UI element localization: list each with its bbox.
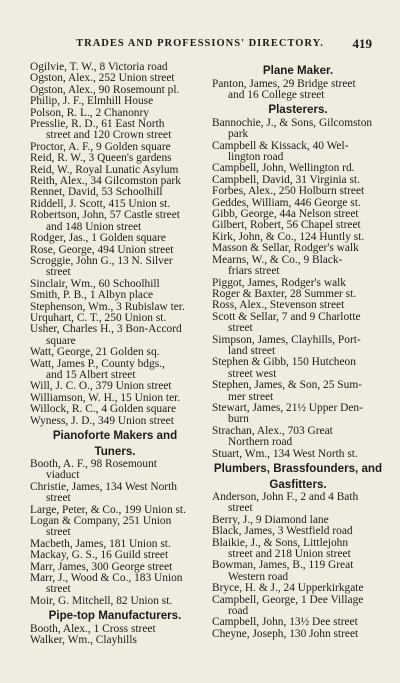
section-heading: Gasfitters. xyxy=(269,477,327,491)
directory-entry: Piggot, James, Rodger's walk xyxy=(212,277,346,289)
directory-entry: Christie, James, 134 West North xyxy=(30,481,177,493)
entry-continuation: mer street xyxy=(228,391,274,403)
entry-continuation: street and 218 Union street xyxy=(228,549,351,561)
directory-entry: Campbell, John, 13½ Dee street xyxy=(212,617,358,629)
directory-entry: Stewart, James, 21½ Upper Den- xyxy=(212,402,363,414)
directory-entry: Logan & Company, 251 Union xyxy=(30,516,172,528)
directory-entry: Bannochie, J., & Sons, Gilcomston xyxy=(212,117,373,129)
right-column xyxy=(212,62,384,640)
entry-continuation: friars street xyxy=(228,266,280,278)
directory-entry: Ross, Alex., Stevenson street xyxy=(212,300,345,312)
directory-entry: Bryce, H. & J., 24 Upperkirkgate xyxy=(212,583,364,595)
directory-entry: Campbell, David, 31 Virginia st. xyxy=(212,174,360,186)
directory-entry: Sinclair, Wm., 60 Schoolhill xyxy=(30,278,160,290)
section-heading: Plumbers, Brassfounders, and xyxy=(213,462,383,475)
directory-entry: Blaikie, J., & Sons, Littlejohn xyxy=(212,537,349,549)
entry-continuation: street west xyxy=(228,368,277,380)
entry-continuation: street and 120 Crown street xyxy=(46,130,172,142)
directory-entry: Willock, R. C., 4 Golden square xyxy=(30,404,177,416)
directory-entry: Stephen & Gibb, 150 Hutcheon xyxy=(212,357,356,369)
directory-entry: Ogston, Alex., 252 Union street xyxy=(30,73,175,85)
directory-entry: Polson, R. L., 2 Chanonry xyxy=(30,107,149,119)
directory-entry: Stephenson, Wm., 3 Rubislaw ter. xyxy=(30,301,185,313)
directory-entry: Mackay, G. S., 16 Guild street xyxy=(30,550,169,562)
entry-continuation: street xyxy=(228,503,253,515)
directory-entry: Usher, Charles H., 3 Bon-Accord xyxy=(30,324,182,336)
entry-continuation: street xyxy=(46,527,71,539)
directory-entry: Marr, J., Wood & Co., 183 Union xyxy=(30,573,183,585)
entry-continuation: burn xyxy=(228,414,249,426)
section-heading: Pianoforte Makers and xyxy=(52,429,178,442)
directory-entry: Walker, Wm., Clayhills xyxy=(30,635,137,647)
entry-continuation: road xyxy=(228,606,249,618)
section-heading: Pipe-top Manufacturers. xyxy=(48,609,182,623)
entry-continuation: square xyxy=(46,335,76,347)
directory-entry: Booth, Alex., 1 Cross street xyxy=(30,623,156,635)
directory-entry: Cheyne, Joseph, 130 John street xyxy=(212,628,359,640)
directory-entry: Will, J. C. O., 379 Union street xyxy=(30,381,172,393)
directory-entry: Booth, A. F., 98 Rosemount xyxy=(30,459,157,470)
directory-entry: Geddes, William, 446 George st. xyxy=(212,197,361,209)
directory-entry: Rennet, David, 53 Schoolhill xyxy=(30,187,163,199)
section-heading: Plasterers. xyxy=(268,103,328,117)
entry-continuation: and 148 Union street xyxy=(46,221,142,233)
directory-entry: Roger & Baxter, 28 Summer st. xyxy=(212,288,357,300)
directory-entry: Presslie, R. D., 61 East North xyxy=(30,119,165,131)
directory-entry: Robertson, John, 57 Castle street xyxy=(30,210,180,222)
directory-entry: Campbell, John, Wellington rd. xyxy=(212,163,355,175)
directory-entry: Reid, W., Royal Lunatic Asylum xyxy=(30,164,179,176)
directory-entry: Marr, James, 300 George street xyxy=(30,561,173,573)
directory-entry: Wyness, J. D., 349 Union street xyxy=(30,415,174,427)
entry-continuation: street xyxy=(46,493,71,505)
directory-entry: Forbes, Alex., 250 Holburn street xyxy=(212,186,365,198)
directory-entry: Masson & Sellar, Rodger's walk xyxy=(212,243,359,255)
directory-entry: Gibb, George, 44a Nelson street xyxy=(212,209,359,221)
entry-continuation: street xyxy=(46,267,71,279)
directory-entry: Strachan, Alex., 703 Great xyxy=(212,425,333,437)
entry-continuation: lington road xyxy=(228,152,284,164)
entry-continuation: street xyxy=(46,584,71,596)
directory-entry: Riddell, J. Scott, 415 Union st. xyxy=(30,198,171,210)
directory-entry: Large, Peter, & Co., 199 Union st. xyxy=(30,504,186,516)
directory-entry: Scott & Sellar, 7 and 9 Charlotte xyxy=(212,311,361,323)
directory-entry: Reid, R. W., 3 Queen's gardens xyxy=(30,153,172,165)
directory-entry: Ogilvie, T. W., 8 Victoria road xyxy=(30,62,168,73)
directory-entry: Ogston, Alex., 90 Rosemount pl. xyxy=(30,84,180,96)
directory-entry: Watt, James P., County bdgs., xyxy=(30,358,165,370)
left-column xyxy=(30,62,200,647)
section-heading: Tuners. xyxy=(94,444,136,458)
directory-entry: Moir, G. Mitchell, 82 Union st. xyxy=(30,595,173,607)
entry-continuation: land street xyxy=(228,345,276,357)
directory-entry: Campbell, George, 1 Dee Village xyxy=(212,594,364,606)
directory-entry: Stephen, James, & Son, 25 Sum- xyxy=(212,380,362,392)
entry-continuation: and 15 Albert street xyxy=(46,369,136,381)
entry-continuation: and 16 College street xyxy=(228,89,325,101)
directory-entry: Rose, George, 494 Union street xyxy=(30,244,174,256)
running-title: TRADES AND PROFESSIONS' DIRECTORY. xyxy=(76,38,324,49)
entry-continuation: park xyxy=(228,129,249,141)
entry-continuation: Western road xyxy=(228,571,289,583)
directory-entry: Reith, Alex., 34 Gilcomston park xyxy=(30,176,181,188)
page-number: 419 xyxy=(352,36,372,51)
directory-entry: Berry, J., 9 Diamond lane xyxy=(212,514,329,526)
directory-entry: Mearns, W., & Co., 9 Black- xyxy=(212,254,343,266)
directory-entry: Watt, George, 21 Golden sq. xyxy=(30,347,160,359)
directory-entry: Proctor, A. F., 9 Golden square xyxy=(30,141,171,153)
directory-entry: Campbell & Kissack, 40 Wel- xyxy=(212,140,349,152)
entry-continuation: street xyxy=(228,323,253,335)
directory-entry: Anderson, John F., 2 and 4 Bath xyxy=(212,492,359,503)
directory-entry: Stuart, Wm., 134 West North st. xyxy=(212,448,358,460)
directory-entry: Bowman, James, B., 119 Great xyxy=(212,560,354,572)
directory-entry: Williamson, W. H., 15 Union ter. xyxy=(30,392,181,404)
entry-continuation: viaduct xyxy=(46,470,80,482)
directory-entry: Rodger, Jas., 1 Golden square xyxy=(30,233,166,245)
directory-entry: Macbeth, James, 181 Union st. xyxy=(30,538,171,550)
directory-entry: Scroggie, John G., 13 N. Silver xyxy=(30,255,173,267)
directory-entry: Panton, James, 29 Bridge street xyxy=(212,78,356,90)
page-header xyxy=(20,38,380,54)
entry-continuation: Northern road xyxy=(228,437,293,449)
directory-entry: Philip, J. F., Elmhill House xyxy=(30,96,154,108)
directory-entry: Kirk, John, & Co., 124 Huntly st. xyxy=(212,231,365,243)
directory-entry: Smith, P. B., 1 Albyn place xyxy=(30,290,154,302)
section-heading: Plane Maker. xyxy=(262,64,334,77)
directory-entry: Simpson, James, Clayhills, Port- xyxy=(212,334,361,346)
directory-entry: Urquhart, C. T., 250 Union st. xyxy=(30,312,167,324)
directory-entry: Black, James, 3 Westfield road xyxy=(212,526,353,538)
directory-entry: Gilbert, Robert, 56 Chapel street xyxy=(212,220,361,232)
